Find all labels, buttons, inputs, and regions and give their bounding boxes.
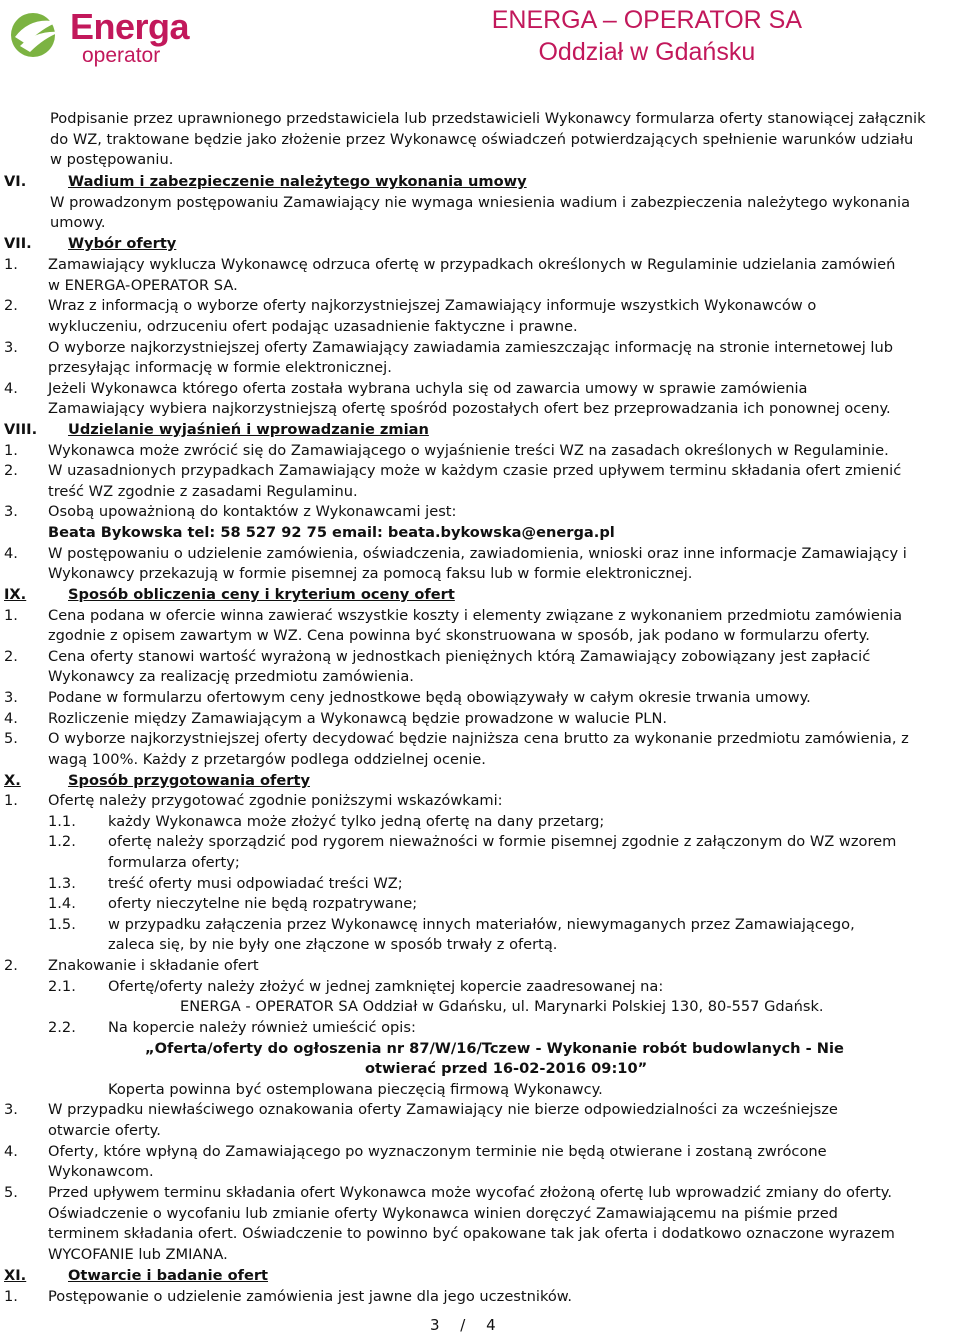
section-heading: Otwarcie i badanie ofert — [68, 1267, 269, 1284]
section-number: VIII. — [4, 421, 38, 438]
paragraph-line: do WZ, traktowane będzie jako złożenie przez Wykonawcę oświadczeń potwierdzających spełnienie warunków udziału — [50, 131, 914, 148]
item-number: 4. — [4, 380, 18, 397]
paragraph-line: Rozliczenie między Zamawiającym a Wykonawcą będzie prowadzone w walucie PLN. — [48, 710, 667, 727]
section-number: VII. — [4, 235, 32, 252]
header-company: ENERGA – OPERATOR SA — [491, 6, 802, 34]
paragraph-line: zaleca się, by nie były one złączone w sposób trwały z ofertą. — [108, 936, 558, 953]
section-heading: Sposób przygotowania oferty — [68, 772, 310, 789]
address-line: ENERGA - OPERATOR SA Oddział w Gdańsku, ul. Marynarki Polskiej 130, 80-557 Gdańsk. — [180, 998, 824, 1015]
item-number: 2. — [4, 648, 18, 665]
section-number: IX. — [4, 586, 27, 603]
paragraph-line: W prowadzonym postępowaniu Zamawiający nie wymaga wniesienia wadium i zabezpieczenia należytego wykonania — [50, 194, 911, 211]
paragraph-line: Koperta powinna być ostemplowana pieczęcią firmową Wykonawcy. — [108, 1081, 603, 1098]
section-heading: Sposób obliczenia ceny i kryterium oceny ofert — [68, 586, 455, 603]
paragraph-line: Podane w formularzu ofertowym ceny jednostkowe będą obowiązywały w całym okresie trwania umowy. — [48, 689, 811, 706]
paragraph-line: Postępowanie o udzielenie zamówienia jest jawne dla jego uczestników. — [48, 1288, 573, 1305]
envelope-label: otwierać przed 16-02-2016 09:10” — [365, 1060, 648, 1077]
paragraph-line: wykluczeniu, odrzuceniu ofert podając uzasadnienie faktyczne i prawne. — [48, 318, 578, 335]
paragraph-line: W postępowaniu o udzielenie zamówienia, oświadczenia, zawiadomienia, wnioski oraz inne informacje Zamawiający i — [48, 545, 907, 562]
item-number: 5. — [4, 730, 18, 747]
paragraph-line: Wraz z informacją o wyborze oferty najkorzystniejszej Zamawiający informuje wszystkich Wykonawców o — [48, 297, 817, 314]
item-number: 4. — [4, 710, 18, 727]
paragraph-line: Oferty, które wpłyną do Zamawiającego po wyznaczonym terminie nie będą otwierane i zostaną zwrócone — [48, 1143, 827, 1160]
paragraph-line: ofertę należy sporządzić pod rygorem nieważności w formie pisemnej zgodnie z załączonym do WZ wzorem — [108, 833, 897, 850]
paragraph-line: Na kopercie należy również umieścić opis: — [108, 1019, 416, 1036]
paragraph-line: Cena podana w ofercie winna zawierać wszystkie koszty i elementy związane z wykonaniem przedmiotu zamówienia — [48, 607, 903, 624]
contact-person: Beata Bykowska tel: 58 527 92 75 email: beata.bykowska@energa.pl — [48, 524, 615, 541]
paragraph-line: formularza oferty; — [108, 854, 240, 871]
item-number: 1. — [4, 607, 18, 624]
paragraph-line: zgodnie z opisem zawartym w WZ. Cena powinna być skonstruowana w sposób, jak podano w formularzu oferty. — [48, 627, 870, 644]
paragraph-line: umowy. — [50, 214, 106, 231]
paragraph-line: Ofertę należy przygotować zgodnie poniższymi wskazówkami: — [48, 792, 503, 809]
paragraph-line: terminem składania ofert. Oświadczenie to powinno być opakowane tak jak oferta i dodatkowo oznaczone wyrazem — [48, 1225, 895, 1242]
paragraph-line: Przed upływem terminu składania ofert Wykonawca może wycofać złożoną ofertę lub wprowadzić zmiany do oferty. — [48, 1184, 893, 1201]
paragraph-line: Wykonawcy za realizację przedmiotu zamówienia. — [48, 668, 414, 685]
item-number: 1. — [4, 256, 18, 273]
paragraph-line: Cena oferty stanowi wartość wyrażoną w jednostkach pieniężnych którą Zamawiający zobowiązany jest zapłacić — [48, 648, 871, 665]
paragraph-line: W przypadku niewłaściwego oznakowania oferty Zamawiający nie bierze odpowiedzialności za wcześniejsze — [48, 1101, 838, 1118]
subitem-number: 2.1. — [48, 978, 76, 995]
subitem-number: 1.5. — [48, 916, 76, 933]
item-number: 2. — [4, 297, 18, 314]
section-heading: Udzielanie wyjaśnień i wprowadzanie zmian — [68, 421, 429, 438]
paragraph-line: w postępowaniu. — [50, 151, 174, 168]
item-number: 3. — [4, 1101, 18, 1118]
energa-logo — [6, 4, 206, 68]
paragraph-line: W uzasadnionych przypadkach Zamawiający może w każdym czasie przed upływem terminu składania ofert zmienić — [48, 462, 902, 479]
item-number: 4. — [4, 1143, 18, 1160]
paragraph-line: Wykonawca może zwrócić się do Zamawiającego o wyjaśnienie treści WZ na zasadach określonych w Regulaminie. — [48, 442, 889, 459]
paragraph-line: Jeżeli Wykonawca którego oferta została wybrana uchyla się od zawarcia umowy w sprawie zamówienia — [48, 380, 808, 397]
paragraph-line: treść WZ zgodnie z zasadami Regulaminu. — [48, 483, 358, 500]
paragraph-line: przesyłając informację w formie elektronicznej. — [48, 359, 392, 376]
subitem-number: 1.3. — [48, 875, 76, 892]
paragraph-line: Wykonawcom. — [48, 1163, 154, 1180]
paragraph-line: WYCOFANIE lub ZMIANA. — [48, 1246, 228, 1263]
paragraph-line: w ENERGA-OPERATOR SA. — [48, 277, 238, 294]
item-number: 2. — [4, 462, 18, 479]
section-number: XI. — [4, 1267, 27, 1284]
paragraph-line: oferty nieczytelne nie będą rozpatrywane; — [108, 895, 418, 912]
paragraph-line: Zamawiający wyklucza Wykonawcę odrzuca ofertę w przypadkach określonych w Regulaminie udzielania zamówień — [48, 256, 896, 273]
energa-leaf-icon — [6, 4, 68, 64]
envelope-label: „Oferta/oferty do ogłoszenia nr 87/W/16/Tczew - Wykonanie robót budowlanych - Nie — [145, 1040, 844, 1057]
logo-sub-text: operator — [82, 44, 161, 67]
paragraph-line: O wyborze najkorzystniejszej oferty Zamawiający zawiadamia zamieszczając informację na stronie internetowej lub — [48, 339, 893, 356]
paragraph-line: treść oferty musi odpowiadać treści WZ; — [108, 875, 403, 892]
paragraph-line: Podpisanie przez uprawnionego przedstawiciela lub przedstawicieli Wykonawcy formularza oferty stanowiącej załącznik — [50, 110, 926, 127]
item-number: 3. — [4, 339, 18, 356]
page-number: 3 / 4 — [430, 1316, 496, 1334]
paragraph-line: Znakowanie i składanie ofert — [48, 957, 259, 974]
paragraph-line: w przypadku załączenia przez Wykonawcę innych materiałów, niewymaganych przez Zamawiającego, — [108, 916, 855, 933]
paragraph-line: każdy Wykonawca może złożyć tylko jedną ofertę na dany przetarg; — [108, 813, 605, 830]
item-number: 1. — [4, 1288, 18, 1305]
item-number: 3. — [4, 503, 18, 520]
subitem-number: 1.4. — [48, 895, 76, 912]
section-number: X. — [4, 772, 21, 789]
section-heading: Wybór oferty — [68, 235, 177, 252]
section-number: VI. — [4, 173, 27, 190]
paragraph-line: otwarcie oferty. — [48, 1122, 161, 1139]
paragraph-line: Wykonawcy przekazują w formie pisemnej za pomocą faksu lub w formie elektronicznej. — [48, 565, 693, 582]
subitem-number: 1.2. — [48, 833, 76, 850]
page-header — [492, 4, 802, 68]
item-number: 1. — [4, 792, 18, 809]
paragraph-line: Osobą upoważnioną do kontaktów z Wykonawcami jest: — [48, 503, 457, 520]
paragraph-line: Zamawiający wybiera najkorzystniejszą ofertę spośród pozostałych ofert bez przeprowadzania ich ponownej oceny. — [48, 400, 891, 417]
subitem-number: 2.2. — [48, 1019, 76, 1036]
item-number: 4. — [4, 545, 18, 562]
paragraph-line: wagą 100%. Każdy z przetargów podlega oddzielnej ocenie. — [48, 751, 486, 768]
item-number: 5. — [4, 1184, 18, 1201]
subitem-number: 1.1. — [48, 813, 76, 830]
header-branch: Oddział w Gdańsku — [538, 38, 756, 66]
item-number: 2. — [4, 957, 18, 974]
paragraph-line: O wyborze najkorzystniejszej oferty decydować będzie najniższa cena brutto za wykonanie przedmiotu zamówienia, z — [48, 730, 909, 747]
paragraph-line: Oświadczenie o wycofaniu lub zmianie oferty Wykonawca winien doręczyć Zamawiającemu na piśmie przed — [48, 1205, 838, 1222]
logo-brand-text: Energa — [70, 6, 190, 47]
item-number: 3. — [4, 689, 18, 706]
section-heading: Wadium i zabezpieczenie należytego wykonania umowy — [68, 173, 527, 190]
paragraph-line: Ofertę/oferty należy złożyć w jednej zamkniętej kopercie zaadresowanej na: — [108, 978, 664, 995]
item-number: 1. — [4, 442, 18, 459]
